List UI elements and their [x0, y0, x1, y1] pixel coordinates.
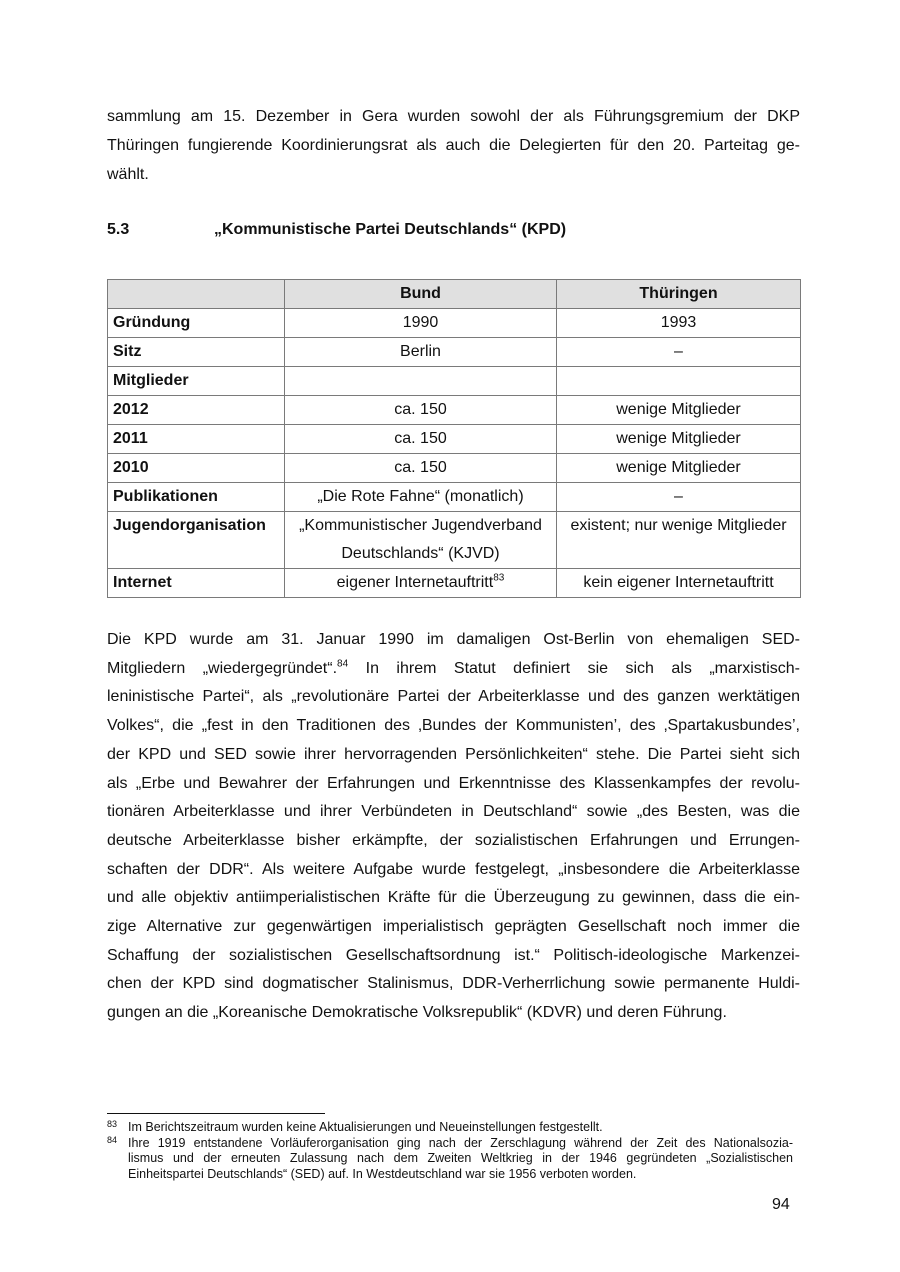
- table-row: [108, 309, 801, 338]
- footnote-line: Einheitspartei Deutschlands“ (SED) auf. In Westdeutschland war sie 1956 verboten worden.: [128, 1166, 637, 1181]
- footnote-mark: 84: [107, 1134, 118, 1145]
- table-row: [108, 512, 801, 569]
- text-line: wählt.: [107, 166, 149, 183]
- text-line: Thüringen fungierende Koordinierungsrat als auch die Delegierten für den 20. Parteitag ge-: [107, 137, 800, 154]
- text-line: Schaffung der sozialistischen Gesellschaftsordnung ist.“ Politisch-ideologische Markenzei-: [107, 946, 800, 964]
- row-label: Internet: [108, 569, 285, 598]
- bund-cell: ca. 150: [285, 396, 557, 425]
- header-cell-bund: Bund: [285, 280, 557, 309]
- intro-paragraph: [107, 102, 800, 189]
- bund-cell-line: Deutschlands“ (KJVD): [341, 545, 500, 562]
- footnote-separator: [107, 1113, 325, 1114]
- row-label: 2012: [108, 396, 285, 425]
- text-line: [107, 655, 800, 684]
- row-label: Gründung: [108, 309, 285, 338]
- footnotes: [107, 1120, 793, 1182]
- bund-cell: ca. 150: [285, 425, 557, 454]
- header-cell-thueringen: Thüringen: [557, 280, 801, 309]
- text-line: tionären Arbeiterklasse und ihrer Verbündeten in Deutschland“ sowie „des Besten, was die: [107, 803, 800, 821]
- thueringen-cell: kein eigener Internetauftritt: [557, 569, 801, 598]
- bund-cell: Berlin: [285, 338, 557, 367]
- text-line: der KPD und SED sowie ihrer hervorragenden Persönlichkeiten“ stehe. Die Partei sieht sich: [107, 745, 800, 763]
- row-label: Publikationen: [108, 483, 285, 512]
- bund-cell: [285, 569, 557, 598]
- row-label: 2011: [108, 425, 285, 454]
- thueringen-cell: existent; nur wenige Mitglieder: [557, 512, 801, 569]
- thueringen-cell: [557, 367, 801, 396]
- text-line: Volkes“, die „fest in den Traditionen des ‚Bundes der Kommunisten’, des ‚Spartakusbundes’,: [107, 717, 800, 735]
- section-number: 5.3: [107, 221, 130, 238]
- footnote-83: [107, 1120, 793, 1136]
- footnote-line: lismus und der erneuten Zulassung nach dem Zweiten Weltkrieg in der 1946 gegründeten „Sozialistischen: [128, 1151, 793, 1165]
- thueringen-cell: –: [557, 483, 801, 512]
- kpd-facts-table: [107, 279, 801, 598]
- table-row: [108, 367, 801, 396]
- text-line: chen der KPD sind dogmatischer Stalinismus, DDR-Verherrlichung sowie permanente Huldi-: [107, 975, 800, 993]
- text-line: zige Alternative zur gegenwärtigen imperialistisch geprägten Gesellschaft noch immer die: [107, 918, 800, 936]
- thueringen-cell: wenige Mitglieder: [557, 454, 801, 483]
- footnote-mark: 83: [107, 1119, 118, 1129]
- bund-cell-text: eigener Internetauftritt: [336, 574, 494, 591]
- section-title: „Kommunistische Partei Deutschlands“ (KPD): [214, 221, 567, 238]
- bund-cell: 1990: [285, 309, 557, 338]
- text-fragment: In ihrem Statut definiert sie sich als „marxistisch-: [348, 659, 801, 677]
- footnote-84: [107, 1136, 793, 1183]
- footnote-ref: 84: [337, 658, 349, 670]
- text-line: deutsche Arbeiterklasse bisher erkämpfte, der sozialistischen Erfahrungen und Errungen-: [107, 831, 800, 849]
- page-number: 94: [772, 1196, 790, 1213]
- bund-cell: „Die Rote Fahne“ (monatlich): [285, 483, 557, 512]
- text-line: leninistische Partei“, als „revolutionäre Partei der Arbeiterklasse und des ganzen werktätigen: [107, 688, 800, 706]
- section-heading: [107, 221, 566, 239]
- text-line: sammlung am 15. Dezember in Gera wurden sowohl der als Führungsgremium der DKP: [107, 108, 800, 125]
- bund-cell: ca. 150: [285, 454, 557, 483]
- header-cell-blank: [108, 280, 285, 309]
- table-row: [108, 396, 801, 425]
- row-label: Mitglieder: [108, 367, 285, 396]
- body-paragraph: [107, 626, 800, 1028]
- text-line: und alle objektiv antiimperialistischen Kräfte für die Überzeugung zu gewinnen, dass die ein-: [107, 889, 800, 907]
- footnote-line: Ihre 1919 entstandene Vorläuferorganisation ging nach der Zerschlagung während der Zeit des Nationalsozia-: [128, 1135, 793, 1150]
- text-fragment: Mitgliedern „wiedergegründet“.: [107, 659, 338, 677]
- table-row: [108, 454, 801, 483]
- bund-cell: [285, 512, 557, 569]
- table-row: [108, 425, 801, 454]
- bund-cell-line: „Kommunistischer Jugendverband: [299, 517, 542, 534]
- text-line: schaften der DDR“. Als weitere Aufgabe wurde festgelegt, „insbesondere die Arbeiterklasse: [107, 860, 800, 878]
- text-line: Die KPD wurde am 31. Januar 1990 im damaligen Ost-Berlin von ehemaligen SED-: [107, 631, 800, 648]
- thueringen-cell: wenige Mitglieder: [557, 425, 801, 454]
- row-label: Jugendorganisation: [108, 512, 285, 569]
- bund-cell: [285, 367, 557, 396]
- table-row: [108, 338, 801, 367]
- thueringen-cell: 1993: [557, 309, 801, 338]
- table-header-row: [108, 280, 801, 309]
- text-line: gungen an die „Koreanische Demokratische Volksrepublik“ (KDVR) und deren Führung.: [107, 1004, 727, 1022]
- footnote-line: Im Berichtszeitraum wurden keine Aktualisierungen und Neueinstellungen festgestellt.: [128, 1120, 603, 1134]
- row-label: Sitz: [108, 338, 285, 367]
- thueringen-cell: –: [557, 338, 801, 367]
- table-row: [108, 483, 801, 512]
- thueringen-cell: wenige Mitglieder: [557, 396, 801, 425]
- table-row: [108, 569, 801, 598]
- text-line: als „Erbe und Bewahrer der Erfahrungen und Erkenntnisse des Klassenkampfes der revolu-: [107, 774, 800, 792]
- footnote-ref: 83: [493, 572, 505, 584]
- row-label: 2010: [108, 454, 285, 483]
